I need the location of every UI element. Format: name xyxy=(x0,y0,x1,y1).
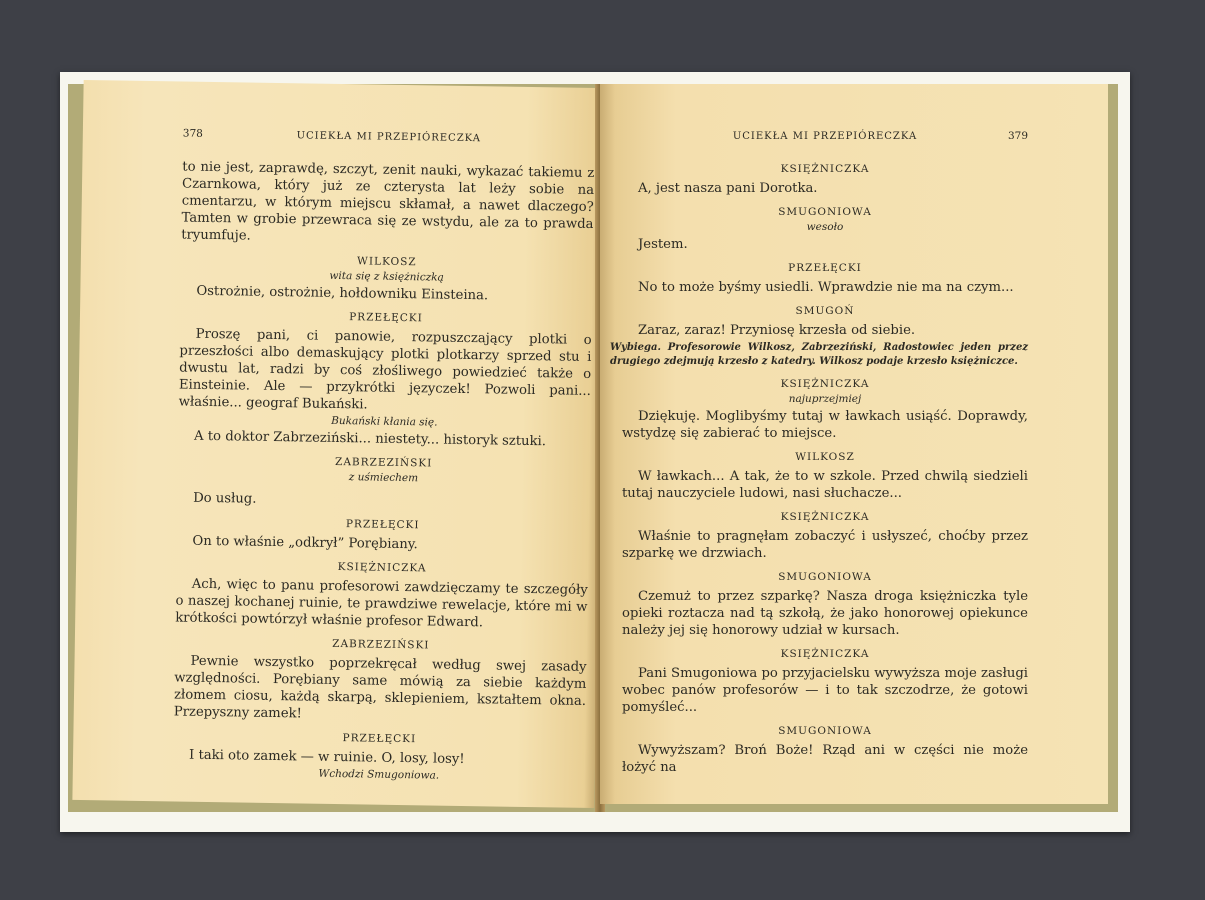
stage-direction: Bukański kłania się. xyxy=(331,414,438,429)
speaker-name: KSIĘŻNICZKA xyxy=(337,560,427,575)
dialogue-line: W ławkach... A tak, że to w szkole. Przed chwilą siedzieli tutaj nauczyciele ludowi, nasi słuchacze... xyxy=(622,469,1028,501)
dialogue-line: Właśnie to pragnęłam zobaczyć i usłyszeć, choćby przez szparkę we drzwiach. xyxy=(622,529,1028,561)
dialogue-line: to nie jest, zaprawdę, szczyt, zenit nauki, wykazać takiemu z Czarnkowa, który już ze czterysta lat leży sobie na cmentarzu, w którym miejscu skłamał, a nawet dlaczego? Tamten w grobie przewraca się ze wstydu, ale za to prawda tryumfuje. xyxy=(181,159,595,244)
dialogue-line: A, jest nasza pani Dorotka. xyxy=(638,181,818,196)
left-page-header xyxy=(183,126,595,149)
open-book xyxy=(68,84,1118,812)
right-page xyxy=(600,84,1108,804)
right-page-header xyxy=(622,128,1028,145)
dialogue-line: Ostrożnie, ostrożnie, hołdowniku Einsteina. xyxy=(196,283,489,304)
stage-direction: z uśmiechem xyxy=(348,471,419,485)
dialogue-line: Do usług. xyxy=(193,490,257,507)
speaker-name: PRZEŁĘCKI xyxy=(342,732,417,746)
speaker-name: SMUGONIOWA xyxy=(778,206,872,218)
speaker-name: WILKOSZ xyxy=(356,255,417,269)
speaker-name: PRZEŁĘCKI xyxy=(345,518,420,532)
speaker-name: KSIĘŻNICZKA xyxy=(780,648,870,660)
dialogue-line: Ach, więc to panu profesorowi zawdzięczamy te szczegóły o naszej kochanej ruinie, te prawdziwe rewelacje, które mi w krótkości powtórzył właśnie profesor Edward. xyxy=(175,576,588,631)
dialogue-line: I taki oto zamek — w ruinie. O, losy, losy! xyxy=(188,747,465,768)
stage-direction: najuprzejmiej xyxy=(788,393,862,405)
speaker-name: WILKOSZ xyxy=(795,451,855,463)
left-page xyxy=(72,80,605,808)
speaker-name: PRZEŁĘCKI xyxy=(349,311,423,325)
dialogue-line: Pewnie wszystko poprzekręcał według swej zasady względności. Porębiany same mówią za siebie każdym złomem ciosu, każdą skarpą, sklepieniem, kształtem okna. Przepyszny zamek! xyxy=(173,653,587,722)
speaker-name: KSIĘŻNICZKA xyxy=(780,163,870,175)
dialogue-line: No to może byśmy usiedli. Wprawdzie nie ma na czym... xyxy=(638,280,1014,295)
speaker-name: KSIĘŻNICZKA xyxy=(780,378,870,390)
right-page-number: 379 xyxy=(1007,130,1028,142)
dialogue-line: Pani Smugoniowa po przyjacielsku wywyższa moje zasługi wobec panów profesorów — i to tak szczodrze, że gotowi pomyśleć... xyxy=(622,666,1028,715)
dialogue-line: Proszę pani, ci panowie, rozpuszczający plotki o przeszłości albo demaskujący plotki plotkarzy sprzed stu i dwustu lat, radzi by coś złośliwego powiedzieć także o Einsteinie. Ale — przykrótki języczek! Pozwoli pani... właśnie... geograf Bukański. xyxy=(178,326,592,413)
dialogue-line: Dziękuję. Moglibyśmy tutaj w ławkach usiąść. Doprawdy, wstydzę się zabierać to miejsce. xyxy=(622,409,1028,441)
speaker-name: ZABRZEZIŃSKI xyxy=(334,455,433,470)
dialogue-line: A to doktor Zabrzeziński... niestety... historyk sztuki. xyxy=(193,428,547,450)
speaker-name: SMUGONIOWA xyxy=(778,571,872,583)
speaker-name: PRZEŁĘCKI xyxy=(788,262,862,274)
dialogue-line: Jestem. xyxy=(638,237,688,252)
right-page-body xyxy=(610,161,1028,776)
dialogue-line: Wywyższam? Broń Boże! Rząd ani w części nie może łożyć na xyxy=(622,743,1028,775)
stage-direction: wita się z księżniczką xyxy=(329,269,444,284)
speaker-name: ZABRZEZIŃSKI xyxy=(332,637,430,652)
right-running-title: UCIEKŁA MI PRZEPIÓRECZKA xyxy=(732,131,918,142)
stage-direction: Wybiega. Profesorowie Wilkosz, Zabrzeziński, Radostowiec jeden przez drugiego zdejmują krzesło z katedry. Wilkosz podaje krzesło księżniczce. xyxy=(610,342,1028,367)
left-page-body xyxy=(173,159,595,785)
dialogue-line: Zaraz, zaraz! Przyniosę krzesła od siebie. xyxy=(638,323,916,338)
speaker-name: SMUGONIOWA xyxy=(778,725,872,737)
dialogue-line: Czemuż to przez szparkę? Nasza droga księżniczka tyle opieki roztacza nad tą szkołą, że jako honorowej opiekunce należy jej się honorowy udział w kursach. xyxy=(622,589,1028,638)
left-page-number: 378 xyxy=(182,127,203,140)
left-running-title: UCIEKŁA MI PRZEPIÓRECZKA xyxy=(296,130,482,145)
speaker-name: KSIĘŻNICZKA xyxy=(780,511,870,523)
speaker-name: SMUGOŃ xyxy=(795,305,855,317)
stage-direction: wesoło xyxy=(806,221,844,233)
dialogue-line: On to właśnie „odkrył” Porębiany. xyxy=(192,533,418,553)
stage-direction: Wchodzi Smugoniowa. xyxy=(318,767,440,782)
